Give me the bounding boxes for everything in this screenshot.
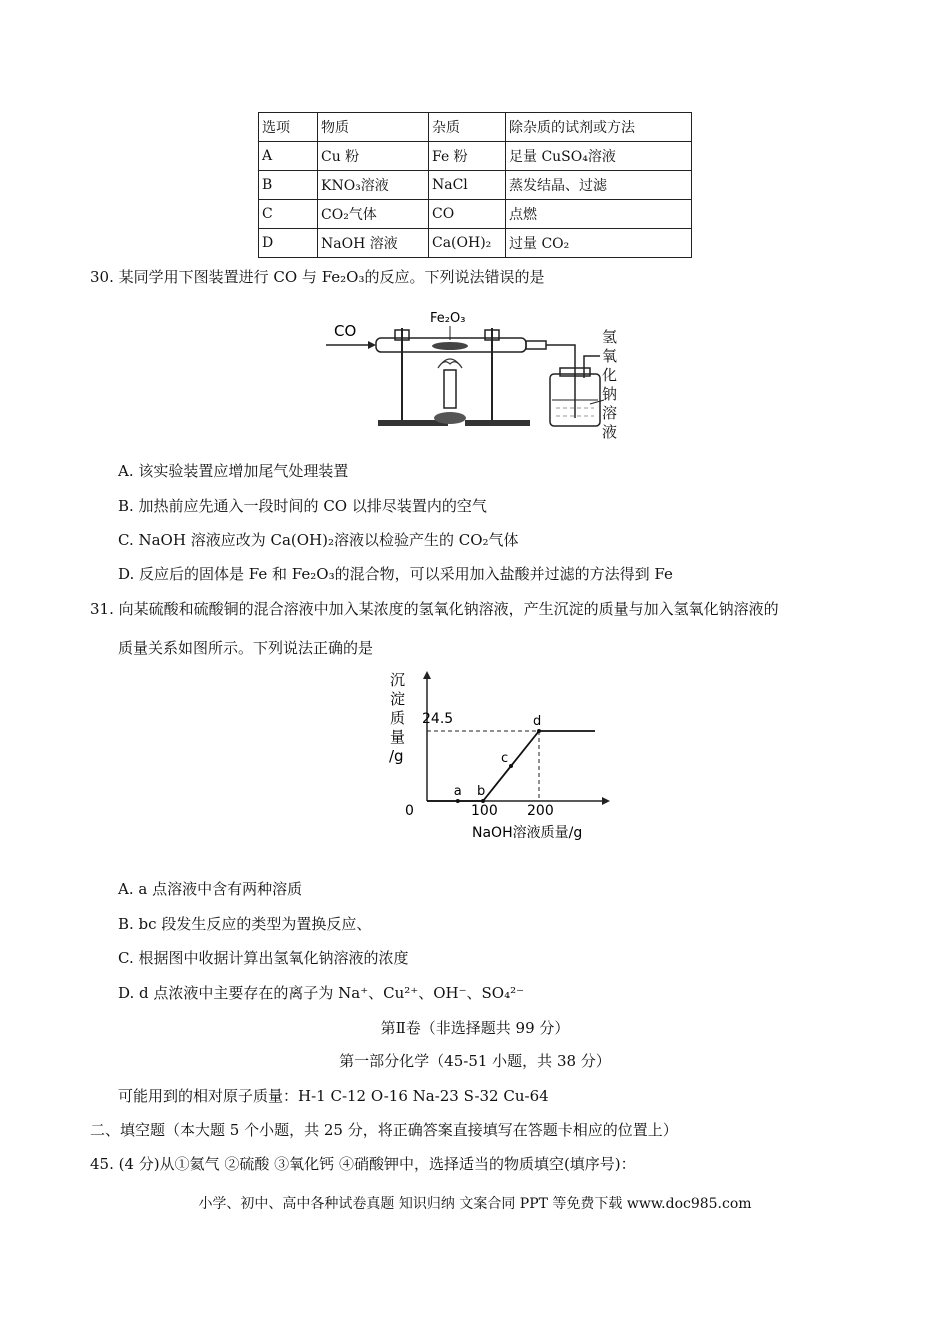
tube-stopper: [526, 341, 546, 349]
fe2o3-label: Fe₂O₃: [430, 311, 466, 326]
question-31-stem-line2: 质量关系如图所示。下列说法正确的是: [118, 639, 374, 657]
y-axis-arrow: [423, 671, 431, 679]
table-cell: A: [259, 142, 318, 171]
y-tick-label: 24.5: [422, 711, 454, 727]
x-tick-label: 200: [527, 803, 554, 819]
table-header-cell: 除杂质的试剂或方法: [506, 113, 692, 142]
apparatus-figure: [320, 300, 630, 440]
table-cell: CO₂气体: [318, 200, 429, 229]
atomic-masses: 可能用到的相对原子质量：H-1 C-12 O-16 Na-23 S-32 Cu-64: [118, 1087, 549, 1105]
q31-option-b: B. bc 段发生反应的类型为置换反应、: [118, 915, 372, 933]
table-cell: NaCl: [429, 171, 506, 200]
table-cell: NaOH 溶液: [318, 229, 429, 258]
purification-table: [258, 112, 692, 258]
burner-base: [434, 412, 466, 424]
point-label-a: a: [453, 784, 462, 799]
table-header-cell: 物质: [318, 113, 429, 142]
part-heading: 二、填空题（本大题 5 个小题，共 25 分，将正确答案直接填写在答题卡相应的位置上）: [90, 1121, 678, 1139]
point-label-d: d: [533, 714, 542, 729]
burner-tube: [444, 370, 456, 408]
point-label-b: b: [477, 784, 486, 799]
q31-option-d: D. d 点浓液中主要存在的离子为 Na⁺、Cu²⁺、OH⁻、SO₄²⁻: [118, 984, 525, 1002]
fe2o3-sample: [432, 342, 468, 350]
q30-option-b: B. 加热前应先通入一段时间的 CO 以排尽装置内的空气: [118, 497, 487, 515]
table-cell: KNO₃溶液: [318, 171, 429, 200]
question-30-stem: 30. 某同学用下图装置进行 CO 与 Fe₂O₃的反应。下列说法错误的是: [90, 268, 545, 286]
table-cell: Cu 粉: [318, 142, 429, 171]
co-label: CO: [334, 322, 357, 340]
table-row: [259, 200, 692, 229]
q30-option-a: A. 该实验装置应增加尾气处理装置: [118, 462, 349, 480]
point-c: [509, 764, 513, 768]
x-axis-label: NaOH溶液质量/g: [472, 825, 583, 841]
table-header-cell: 杂质: [429, 113, 506, 142]
table-cell: Fe 粉: [429, 142, 506, 171]
table-cell: C: [259, 200, 318, 229]
q30-option-d: D. 反应后的固体是 Fe 和 Fe₂O₃的混合物，可以采用加入盐酸并过滤的方法得到 Fe: [118, 565, 673, 583]
section-title: 第Ⅱ卷（非选择题共 99 分）: [380, 1019, 570, 1037]
point-label-c: c: [501, 751, 509, 766]
q31-option-a: A. a 点溶液中含有两种溶质: [118, 880, 303, 898]
q30-option-c: C. NaOH 溶液应改为 Ca(OH)₂溶液以检验产生的 CO₂气体: [118, 531, 519, 549]
right-stand-base: [465, 420, 530, 426]
x-tick-label: 0: [405, 803, 414, 819]
table-row: [259, 171, 692, 200]
table-cell: 足量 CuSO₄溶液: [506, 142, 692, 171]
y-axis-label: 沉淀质量/g: [389, 671, 406, 765]
table-cell: 蒸发结晶、过滤: [506, 171, 692, 200]
question-31-stem-line1: 31. 向某硫酸和硫酸铜的混合溶液中加入某浓度的氢氧化钠溶液，产生沉淀的质量与加入氢氧化钠溶液的: [90, 600, 779, 618]
q31-option-c: C. 根据图中收据计算出氢氧化钠溶液的浓度: [118, 949, 409, 967]
table-cell: 过量 CO₂: [506, 229, 692, 258]
table-cell: 点燃: [506, 200, 692, 229]
x-tick-label: 100: [471, 803, 498, 819]
point-a: [456, 799, 460, 803]
table-row: [259, 142, 692, 171]
naoh-solution-label: 氢氧化钠溶液: [602, 328, 618, 441]
point-d: [537, 729, 541, 733]
x-axis-arrow: [602, 797, 610, 805]
precipitate-chart: [380, 665, 620, 845]
footer-ad: 小学、初中、高中各种试卷真题 知识归纳 文案合同 PPT 等免费下载 www.doc985.com: [198, 1196, 752, 1212]
table-cell: D: [259, 229, 318, 258]
table-cell: B: [259, 171, 318, 200]
point-b: [481, 799, 485, 803]
table-cell: Ca(OH)₂: [429, 229, 506, 258]
table-header-row: [259, 113, 692, 142]
table-header-cell: 选项: [259, 113, 318, 142]
co-arrow-head: [368, 341, 376, 349]
question-45-stem: 45. (4 分)从①氦气 ②硫酸 ③氧化钙 ④硝酸钾中，选择适当的物质填空(填序号)：: [90, 1155, 636, 1173]
table-cell: CO: [429, 200, 506, 229]
section-subtitle: 第一部分化学（45-51 小题，共 38 分）: [339, 1052, 611, 1070]
flame: [438, 359, 462, 368]
table-row: [259, 229, 692, 258]
